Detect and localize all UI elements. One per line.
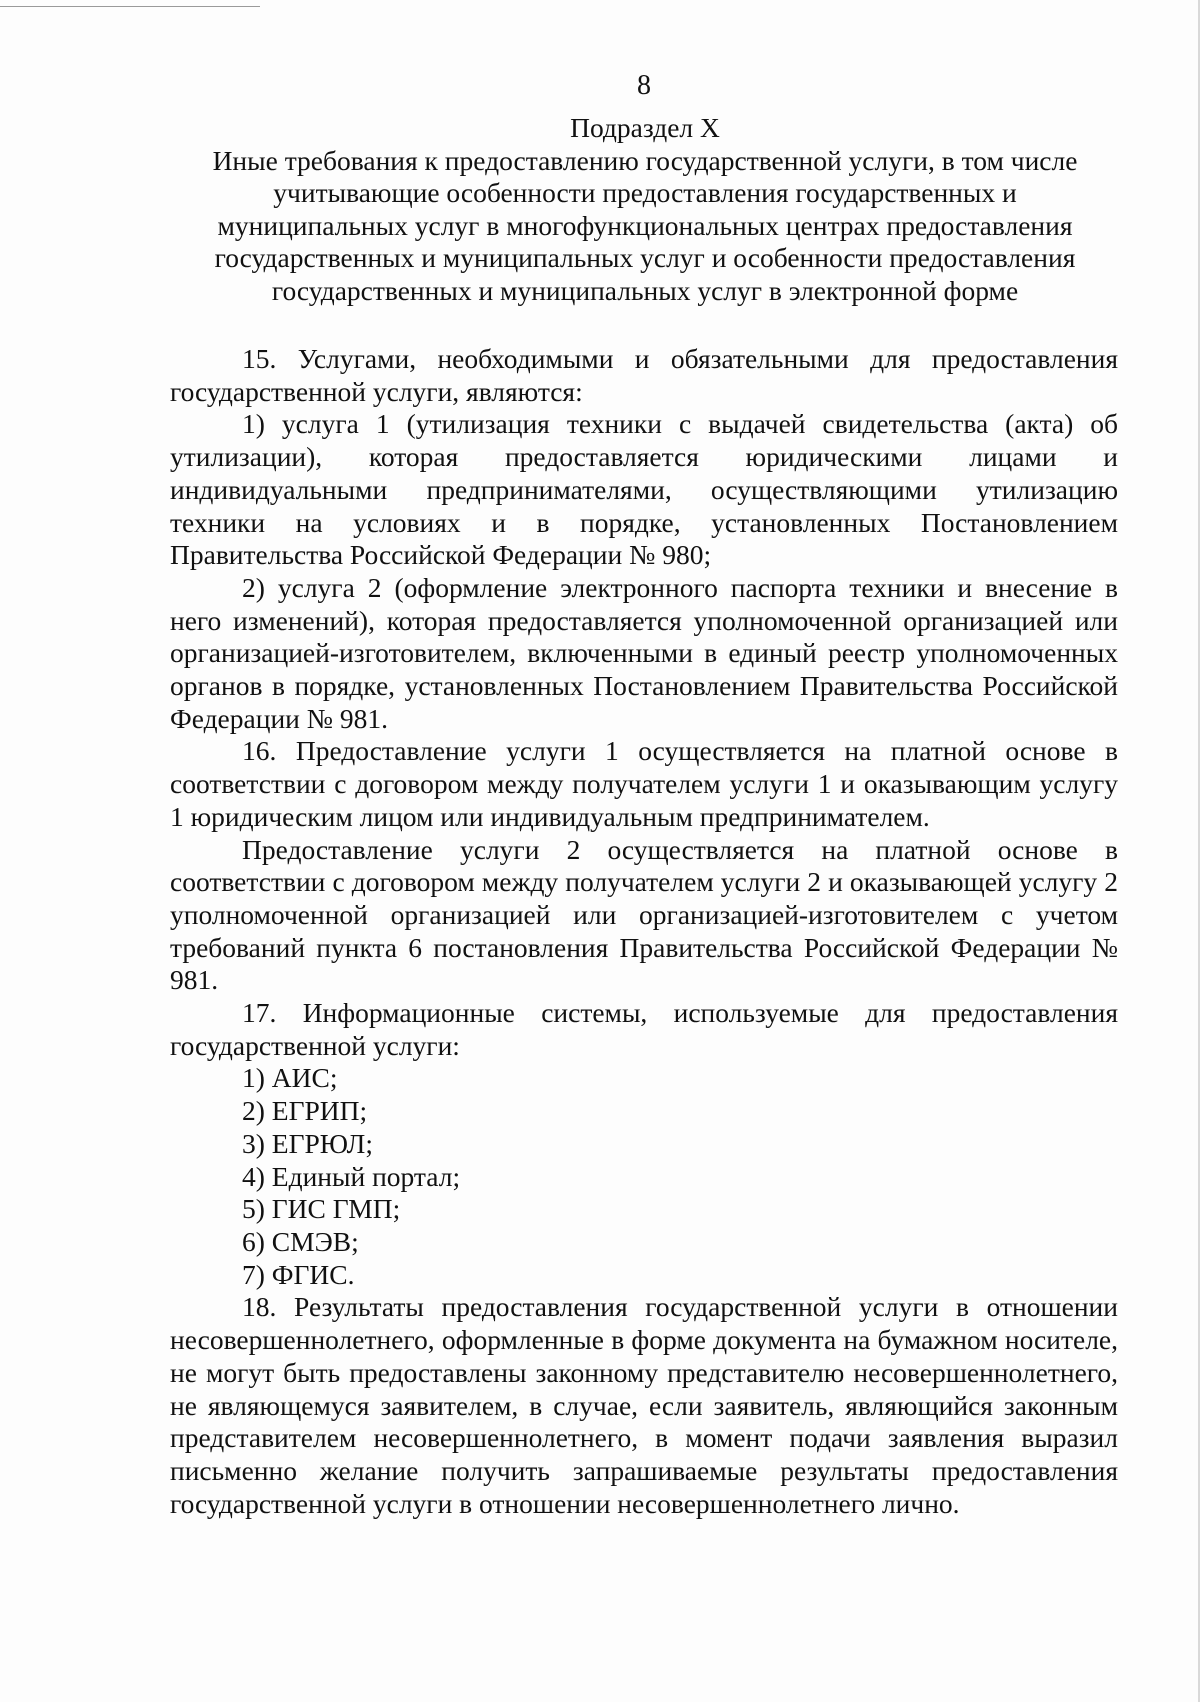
paragraph-15: 15. Услугами, необходимыми и обязательными для предоставления государственной услуги, являются: — [170, 343, 1118, 407]
list-item: 3) ЕГРЮЛ; — [242, 1127, 373, 1159]
list-item: 7) ФГИС. — [242, 1258, 355, 1290]
paragraph-16-second: Предоставление услуги 2 осуществляется на платной основе в соответствии с договором между получателем услуги 2 и оказывающей услугу 2 уполномоченной организацией или организацией-изготовителем с учетом требований пункта 6 постановления Правительства Российской Федерации № 981. — [170, 833, 1118, 996]
paragraph-17: 17. Информационные системы, используемые для предоставления государственной услуги: — [170, 997, 1118, 1061]
paragraph-15-item-1: 1) услуга 1 (утилизация техники с выдачей свидетельства (акта) об утилизации), которая предоставляется юридическими лицами и индивидуальными предпринимателями, осуществляющими утилизацию техники на условиях и в порядке, установленных Постановлением Правительства Российской Федерации № 980; — [170, 408, 1118, 571]
document-body — [170, 343, 1118, 1520]
heading-title-line: государственных и муниципальных услуг и особенности предоставления — [214, 242, 1076, 273]
paragraph-15-item-2: 2) услуга 2 (оформление электронного паспорта техники и внесение в него изменений), которая предоставляется уполномоченной организацией или организацией-изготовителем, включенными в единый реестр уполномоченных органов в порядке, установленных Постановлением Правительства Российской Федерации № 981. — [170, 571, 1118, 734]
heading-title-line: государственных и муниципальных услуг в электронной форме — [271, 274, 1019, 306]
list-item: 4) Единый портал; — [242, 1160, 461, 1192]
section-heading — [150, 112, 1140, 307]
paragraph-18: 18. Результаты предоставления государственной услуги в отношении несовершеннолетнего, оформленные в форме документа на бумажном носителе, не могут быть предоставлены законному представителю несовершеннолетнего, не являющемуся заявителем, в случае, если заявитель, являющийся законным представителем несовершеннолетнего, в момент подачи заявления выразил письменно желание получить запрашиваемые результаты предоставления государственной услуги в отношении несовершеннолетнего лично. — [170, 1291, 1118, 1519]
heading-title-line: Иные требования к предоставлению государственной услуги, в том числе — [212, 144, 1078, 176]
list-item: 6) СМЭВ; — [242, 1225, 359, 1257]
list-item: 1) АИС; — [242, 1062, 338, 1094]
heading-title-line: муниципальных услуг в многофункциональных центрах предоставления — [217, 209, 1073, 241]
paragraph-16: 16. Предоставление услуги 1 осуществляется на платной основе в соответствии с договором между получателем услуги 1 и оказывающим услугу 1 юридическим лицом или индивидуальным предпринимателем. — [170, 735, 1118, 832]
list-item: 2) ЕГРИП; — [242, 1095, 368, 1127]
scan-edge-top — [0, 6, 260, 7]
page-number: 8 — [637, 70, 651, 101]
list-item: 5) ГИС ГМП; — [242, 1193, 401, 1225]
subsection-label: Подраздел X — [570, 112, 720, 143]
heading-title-line: учитывающие особенности предоставления государственных и — [273, 177, 1017, 208]
